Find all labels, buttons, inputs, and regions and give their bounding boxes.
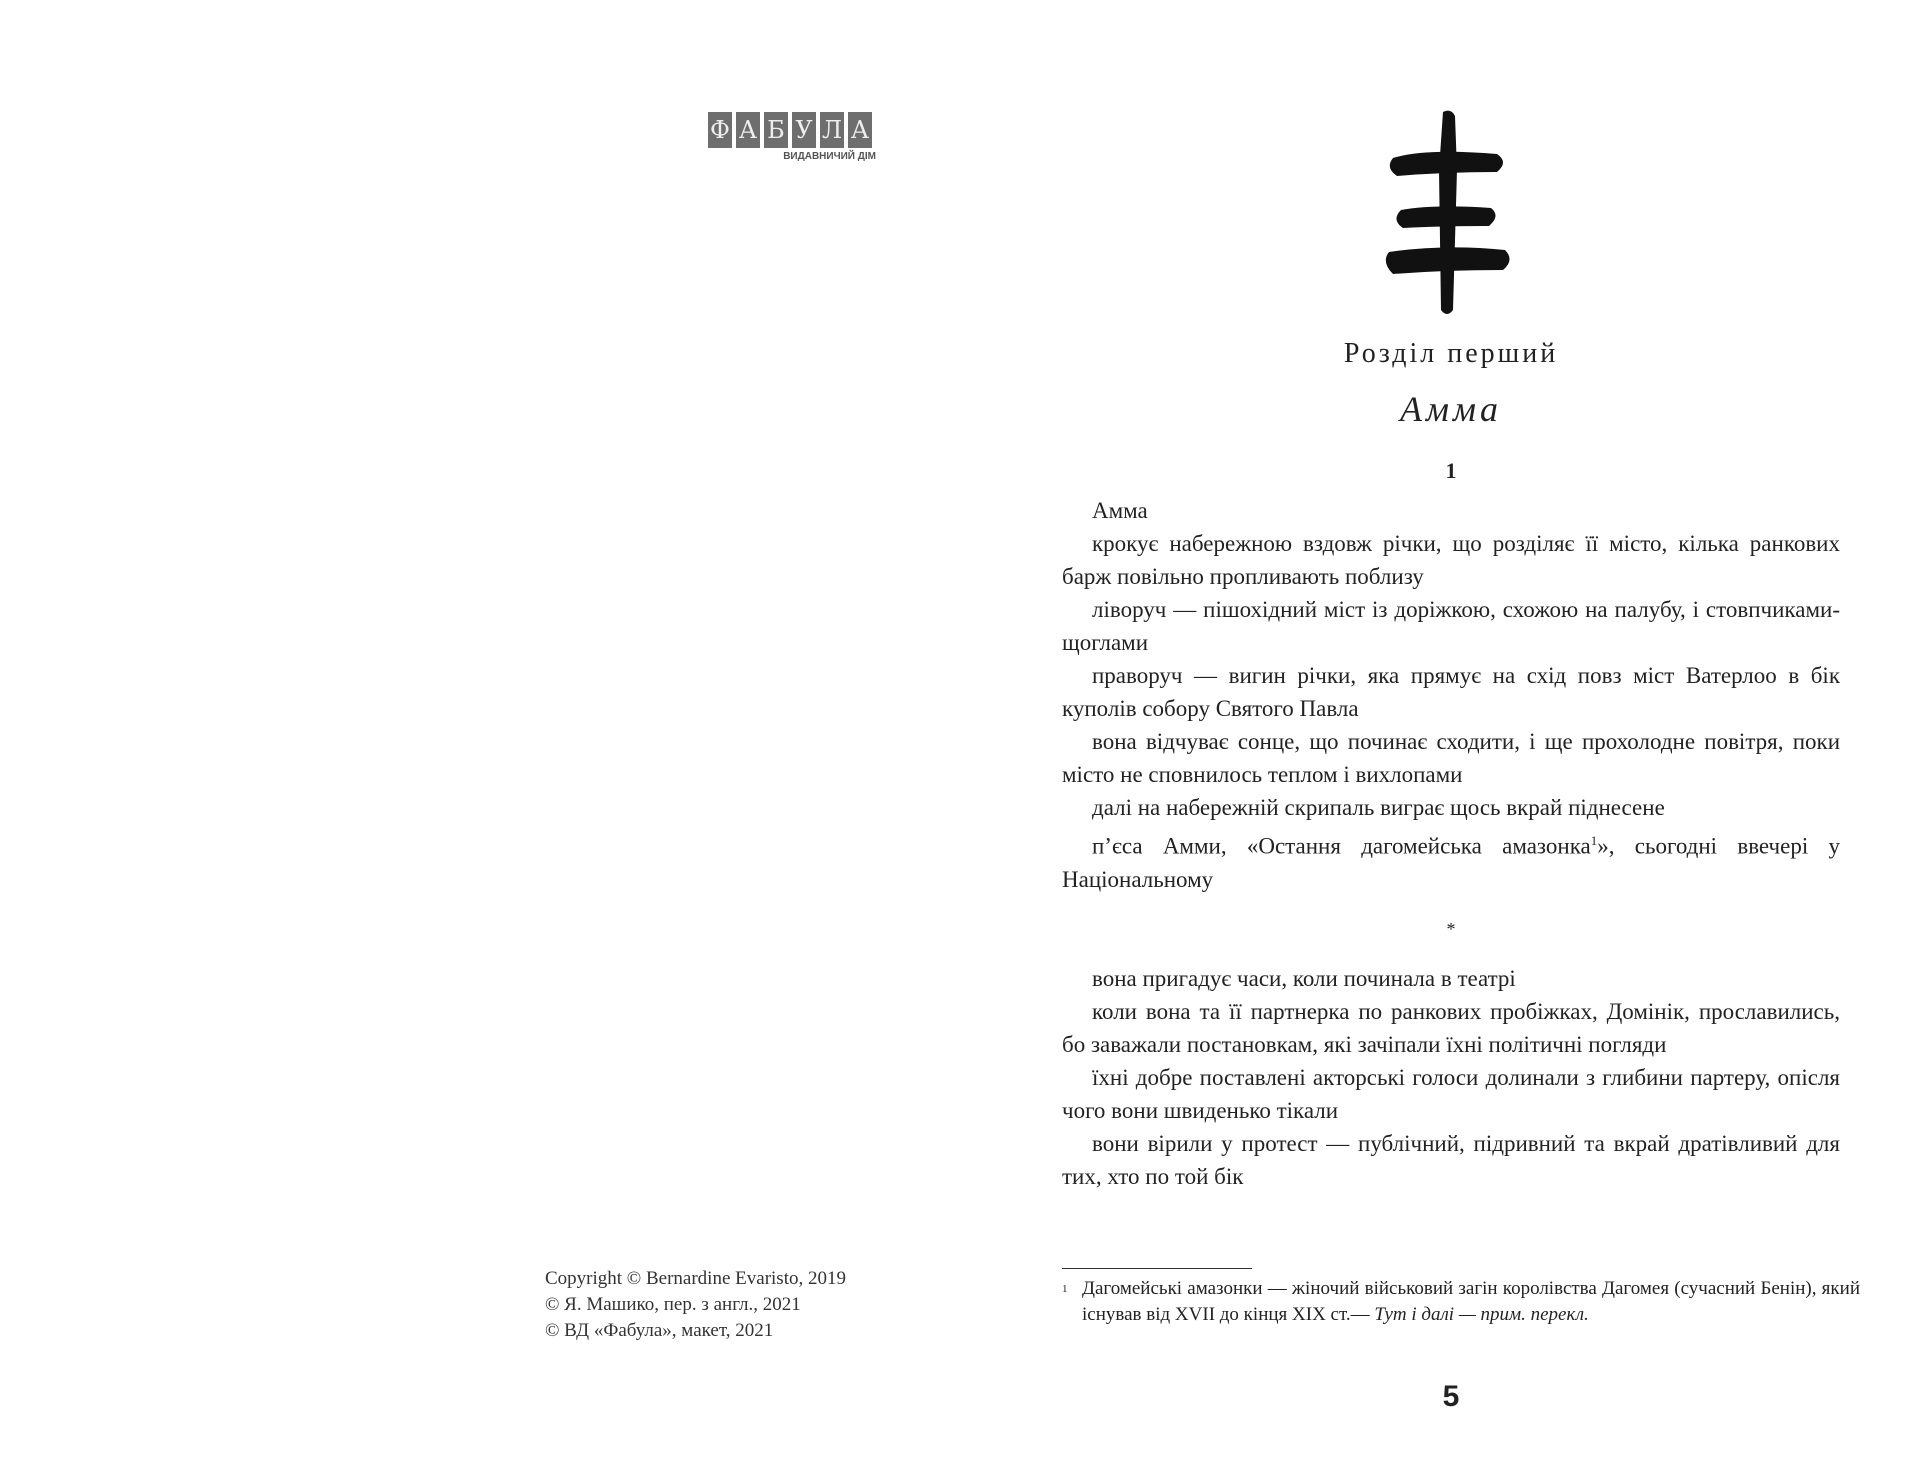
logo-letter: Л	[820, 112, 844, 148]
paragraph: вони вірили у протест — публічний, підривний та вкрай дратівливий для тих, хто по той бік	[1062, 1130, 1840, 1189]
logo-letter: А	[736, 112, 760, 148]
publisher-logo	[708, 112, 876, 162]
footnote-text: Дагомейські амазонки — жіночий військовий загін королівства Дагомея (сучасний Бенін), який існував від XVII до кінця XIX ст.—	[1082, 1278, 1860, 1325]
chapter-glyph-icon	[1385, 110, 1515, 315]
paragraph: праворуч — вигин річки, яка прямує на схід повз міст Ватерлоо в бік куполів собору Святого Павла	[1062, 663, 1840, 721]
paragraph: Амма	[1092, 498, 1148, 523]
chapter-title: Амма	[1400, 389, 1502, 429]
page-number: 5	[1442, 1380, 1460, 1413]
logo-letter: Ф	[708, 112, 732, 148]
copyright-line: © ВД «Фабула», макет, 2021	[545, 1320, 774, 1341]
logo-letter: Б	[764, 112, 788, 148]
footnote-note: Тут і далі — прим. перекл.	[1374, 1304, 1589, 1325]
logo-letter: А	[848, 112, 872, 148]
copyright-line: © Я. Машико, пер. з англ., 2021	[545, 1294, 801, 1315]
text: », сьогодні ввечері у Національному	[1062, 833, 1840, 892]
paragraph: далі на набережній скрипаль виграє щось вкрай піднесене	[1092, 795, 1665, 820]
paragraph: вона відчуває сонце, що починає сходити, і ще прохолодне повітря, поки місто не сповнилось теплом і вихлопами	[1062, 729, 1840, 787]
section-number: 1	[1445, 458, 1457, 483]
logo-letters	[708, 112, 876, 148]
paragraph: їхні добре поставлені акторські голоси долинали з глибини партеру, опісля чого вони швиденько тікали	[1062, 1064, 1840, 1123]
text: п’єса Амми, «Остання дагомейська амазонка	[1092, 833, 1591, 859]
footnote	[1062, 1276, 1860, 1328]
logo-letter: У	[792, 112, 816, 148]
footnote-ref: 1	[1590, 833, 1598, 848]
copyright-block	[545, 1266, 846, 1344]
footnote-divider	[1062, 1268, 1252, 1269]
paragraph: крокує набережною вздовж річки, що розділяє її місто, кілька ранкових барж повільно пропливають поблизу	[1062, 531, 1840, 589]
footnote-mark: 1	[1062, 1283, 1068, 1295]
paragraph: ліворуч — пішохідний міст із доріжкою, схожою на палубу, і стовпчиками-щоглами	[1062, 597, 1840, 655]
paragraph: вона пригадує часи, коли починала в театрі	[1092, 965, 1516, 991]
section-separator: *	[1446, 918, 1456, 939]
logo-subtitle: ВИДАВНИЧИЙ ДІМ	[783, 151, 876, 162]
chapter-label: Розділ перший	[1343, 338, 1559, 369]
paragraph	[1062, 824, 1840, 896]
copyright-line: Copyright © Bernardine Evaristo, 2019	[545, 1268, 846, 1289]
paragraph: коли вона та її партнерка по ранкових пробіжках, Домінік, прославились, бо заважали постановкам, які зачіпали їхні політичні погляди	[1062, 998, 1840, 1057]
body-text	[1062, 494, 1840, 1193]
